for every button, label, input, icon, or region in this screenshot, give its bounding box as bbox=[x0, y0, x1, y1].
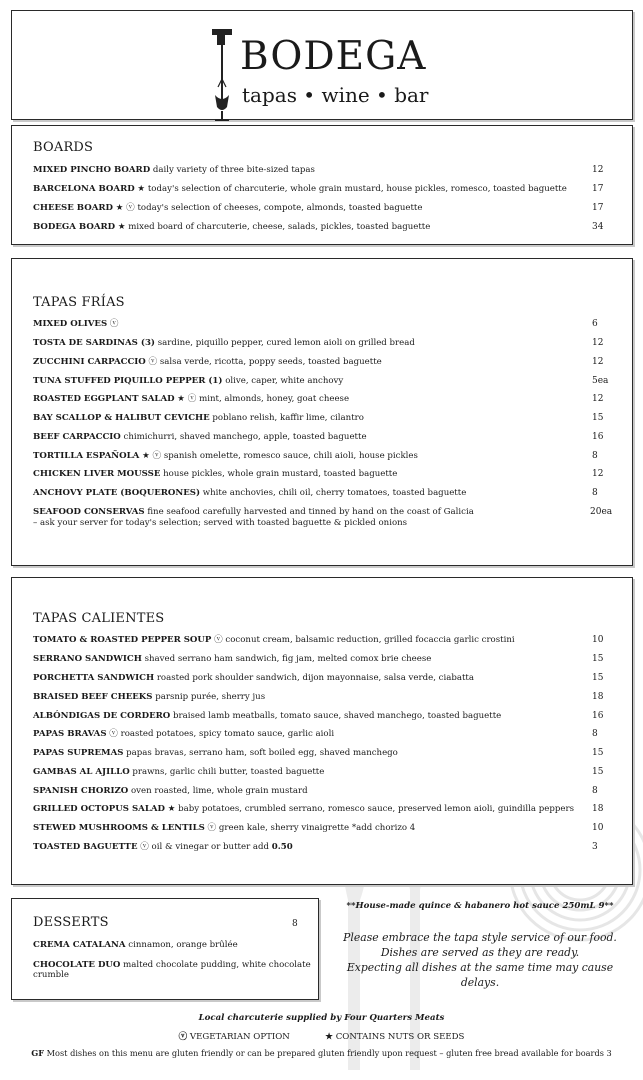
item-name: TOASTED BAGUETTE bbox=[33, 842, 138, 852]
item-price: 12 bbox=[592, 165, 604, 175]
menu-item bbox=[33, 222, 430, 233]
tapas-calientes-section bbox=[11, 577, 633, 885]
wine-bottle-glass-icon bbox=[210, 27, 236, 123]
menu-item bbox=[33, 748, 398, 759]
menu-item bbox=[33, 488, 466, 499]
nuts-label: CONTAINS NUTS OR SEEDS bbox=[335, 1032, 465, 1042]
gluten-note bbox=[0, 1048, 643, 1058]
gf-text: Most dishes on this menu are gluten friendly or can be prepared gluten friendly upon request – gluten free bread available for boards 3 bbox=[44, 1048, 612, 1058]
item-name: ROASTED EGGPLANT SALAD bbox=[33, 394, 175, 404]
item-name: ZUCCHINI CARPACCIO bbox=[33, 357, 146, 367]
item-price: 15 bbox=[592, 748, 604, 758]
menu-item bbox=[33, 673, 474, 684]
item-name: PAPAS BRAVAS bbox=[33, 729, 107, 739]
charcuterie-note: Local charcuterie supplied by Four Quarters Meats bbox=[198, 1013, 445, 1023]
item-name: BRAISED BEEF CHEEKS bbox=[33, 692, 153, 702]
item-price: 17 bbox=[592, 184, 604, 194]
item-price: 15 bbox=[592, 673, 604, 683]
menu-item bbox=[33, 804, 574, 815]
item-price: 3 bbox=[592, 842, 598, 852]
item-desc: shaved serrano ham sandwich, fig jam, melted comox brie cheese bbox=[141, 654, 432, 664]
item-desc: ★ ⓥ mint, almonds, honey, goat cheese bbox=[174, 394, 350, 404]
item-price: 10 bbox=[592, 635, 604, 645]
item-name: MIXED PINCHO BOARD bbox=[33, 165, 151, 175]
header-box bbox=[11, 10, 633, 120]
brand-tagline: tapas • wine • bar bbox=[242, 83, 429, 107]
menu-item bbox=[33, 338, 415, 349]
section-title: TAPAS FRÍAS bbox=[33, 295, 125, 310]
item-price: 8 bbox=[592, 729, 598, 739]
item-price: 18 bbox=[592, 804, 604, 814]
item-desc: ★ today's selection of charcuterie, whole grain mustard, house pickles, romesco, toasted baguette bbox=[134, 184, 567, 194]
menu-item bbox=[33, 960, 311, 971]
item-desc: cinnamon, orange brûlée bbox=[125, 940, 238, 950]
item-desc: poblano relish, kaffir lime, cilantro bbox=[209, 413, 364, 423]
item-price: 15 bbox=[592, 654, 604, 664]
item-name: ANCHOVY PLATE (BOQUERONES) bbox=[33, 488, 201, 498]
item-name: TOSTA DE SARDINAS (3) bbox=[33, 338, 155, 348]
item-desc: ★ mixed board of charcuterie, cheese, salads, pickles, toasted baguette bbox=[115, 222, 431, 232]
vegetarian-icon: ⓥ bbox=[178, 1032, 188, 1042]
menu-item bbox=[33, 184, 567, 195]
item-desc: ⓥ bbox=[107, 319, 119, 329]
item-name: TORTILLA ESPAÑOLA bbox=[33, 451, 140, 461]
item-desc: chimichurri, shaved manchego, apple, toasted baguette bbox=[120, 432, 367, 442]
item-desc: daily variety of three bite-sized tapas bbox=[150, 165, 315, 175]
menu-item bbox=[33, 767, 324, 778]
item-price: 6 bbox=[592, 319, 598, 329]
item-name: PORCHETTA SANDWICH bbox=[33, 673, 155, 683]
desserts-section bbox=[11, 898, 319, 1000]
vegetarian-label: VEGETARIAN OPTION bbox=[189, 1032, 290, 1042]
menu-item bbox=[33, 729, 334, 740]
menu-item bbox=[33, 203, 422, 214]
item-price: 17 bbox=[592, 203, 604, 213]
item-name: TUNA STUFFED PIQUILLO PEPPER (1) bbox=[33, 376, 223, 386]
item-price: 12 bbox=[592, 394, 604, 404]
item-desc: braised lamb meatballs, tomato sauce, shaved manchego, toasted baguette bbox=[170, 711, 502, 721]
item-name: STEWED MUSHROOMS & LENTILS bbox=[33, 823, 205, 833]
item-desc: malted chocolate pudding, white chocolate bbox=[120, 960, 311, 970]
legend bbox=[0, 1030, 643, 1042]
menu-item bbox=[33, 319, 119, 330]
item-desc: ★ baby potatoes, crumbled serrano, romesco sauce, preserved lemon aioli, guindilla peppers bbox=[164, 804, 574, 814]
star-icon: ★ bbox=[325, 1032, 333, 1042]
tapa-note-line: delays. bbox=[460, 976, 500, 989]
item-price: 8 bbox=[592, 451, 598, 461]
item-desc: parsnip purée, sherry jus bbox=[152, 692, 266, 702]
brand-name: BODEGA bbox=[240, 34, 427, 79]
item-name: TOMATO & ROASTED PEPPER SOUP bbox=[33, 635, 212, 645]
item-price: 8 bbox=[592, 786, 598, 796]
menu-item bbox=[33, 940, 238, 951]
item-price: 10 bbox=[592, 823, 604, 833]
item-price: 15 bbox=[592, 413, 604, 423]
section-title: DESSERTS bbox=[33, 915, 109, 930]
item-price: 12 bbox=[592, 357, 604, 367]
item-price: 5ea bbox=[592, 376, 609, 386]
tapa-note-line: Please embrace the tapa style service of our food. bbox=[343, 931, 617, 944]
tapa-note-line: Dishes are served as they are ready. bbox=[380, 946, 580, 959]
item-name: CHICKEN LIVER MOUSSE bbox=[33, 469, 161, 479]
menu-item bbox=[33, 654, 431, 665]
item-desc: sardine, piquillo pepper, cured lemon aioli on grilled bread bbox=[155, 338, 415, 348]
tapas-frias-section bbox=[11, 258, 633, 566]
item-name: GAMBAS AL AJILLO bbox=[33, 767, 130, 777]
bodega-logo bbox=[210, 27, 450, 123]
item-name: BAY SCALLOP & HALIBUT CEVICHE bbox=[33, 413, 210, 423]
item-name: BEEF CARPACCIO bbox=[33, 432, 121, 442]
item-desc-bold: 0.50 bbox=[271, 842, 293, 852]
item-desc: oven roasted, lime, whole grain mustard bbox=[128, 786, 308, 796]
item-desc: house pickles, whole grain mustard, toasted baguette bbox=[160, 469, 398, 479]
menu-item bbox=[33, 376, 343, 387]
item-price: 34 bbox=[592, 222, 604, 232]
menu-item bbox=[33, 394, 349, 405]
menu-item bbox=[33, 469, 397, 480]
item-name: SPANISH CHORIZO bbox=[33, 786, 129, 796]
menu-item bbox=[33, 786, 308, 797]
tapa-service-note bbox=[330, 930, 630, 990]
item-name: MIXED OLIVES bbox=[33, 319, 108, 329]
gf-tag: GF bbox=[31, 1048, 45, 1058]
menu-item bbox=[33, 711, 501, 722]
item-price: 16 bbox=[592, 711, 604, 721]
item-desc: ⓥ coconut cream, balsamic reduction, grilled focaccia garlic crostini bbox=[211, 635, 515, 645]
item-desc: white anchovies, chili oil, cherry tomatoes, toasted baguette bbox=[200, 488, 467, 498]
item-name: CHEESE BOARD bbox=[33, 203, 113, 213]
item-desc: ⓥ salsa verde, ricotta, poppy seeds, toasted baguette bbox=[145, 357, 382, 367]
item-name: ALBÓNDIGAS DE CORDERO bbox=[33, 711, 171, 721]
menu-item bbox=[33, 451, 418, 462]
desserts-price: 8 bbox=[292, 919, 298, 929]
item-desc: ⓥ green kale, sherry vinaigrette *add chorizo 4 bbox=[204, 823, 416, 833]
item-name: CHOCOLATE DUO bbox=[33, 960, 121, 970]
item-desc: ★ ⓥ spanish omelette, romesco sauce, chili aioli, house pickles bbox=[139, 451, 418, 461]
item-name: BODEGA BOARD bbox=[33, 222, 116, 232]
menu-item bbox=[33, 507, 474, 518]
menu-item bbox=[33, 413, 364, 424]
item-name: SERRANO SANDWICH bbox=[33, 654, 142, 664]
item-price: 16 bbox=[592, 432, 604, 442]
item-desc: ⓥ roasted potatoes, spicy tomato sauce, garlic aioli bbox=[106, 729, 335, 739]
menu-item bbox=[33, 165, 315, 176]
item-name: SEAFOOD CONSERVAS bbox=[33, 507, 145, 517]
item-desc: papas bravas, serrano ham, soft boiled egg, shaved manchego bbox=[123, 748, 398, 758]
item-price: 12 bbox=[592, 469, 604, 479]
menu-item bbox=[33, 635, 515, 646]
item-desc: ★ ⓥ today's selection of cheeses, compote, almonds, toasted baguette bbox=[112, 203, 423, 213]
hot-sauce-note: **House-made quince & habanero hot sauce 250mL 9** bbox=[346, 901, 614, 911]
item-desc-line2: – ask your server for today's selection; served with toasted baguette & pickled onions bbox=[33, 518, 408, 528]
boards-section bbox=[11, 125, 633, 245]
item-desc-line2: crumble bbox=[33, 970, 69, 980]
menu-item bbox=[33, 432, 367, 443]
item-price: 8 bbox=[592, 488, 598, 498]
item-name: CREMA CATALANA bbox=[33, 940, 126, 950]
item-name: GRILLED OCTOPUS SALAD bbox=[33, 804, 165, 814]
menu-item bbox=[33, 692, 265, 703]
item-price: 18 bbox=[592, 692, 604, 702]
item-price: 15 bbox=[592, 767, 604, 777]
section-title: BOARDS bbox=[33, 140, 94, 155]
menu-item bbox=[33, 823, 415, 834]
item-desc: prawns, garlic chili butter, toasted baguette bbox=[129, 767, 325, 777]
menu-item bbox=[33, 842, 293, 853]
item-desc: fine seafood carefully harvested and tinned by hand on the coast of Galicia bbox=[144, 507, 474, 517]
item-desc: ⓥ oil & vinegar or butter add bbox=[137, 842, 272, 852]
item-name: PAPAS SUPREMAS bbox=[33, 748, 124, 758]
item-desc: olive, caper, white anchovy bbox=[222, 376, 344, 386]
menu-item bbox=[33, 357, 382, 368]
item-price: 12 bbox=[592, 338, 604, 348]
item-desc: roasted pork shoulder sandwich, dijon mayonnaise, salsa verde, ciabatta bbox=[154, 673, 474, 683]
item-name: BARCELONA BOARD bbox=[33, 184, 135, 194]
section-title: TAPAS CALIENTES bbox=[33, 611, 165, 626]
item-price: 20ea bbox=[590, 507, 613, 517]
tapa-note-line: Expecting all dishes at the same time may cause bbox=[346, 961, 614, 974]
